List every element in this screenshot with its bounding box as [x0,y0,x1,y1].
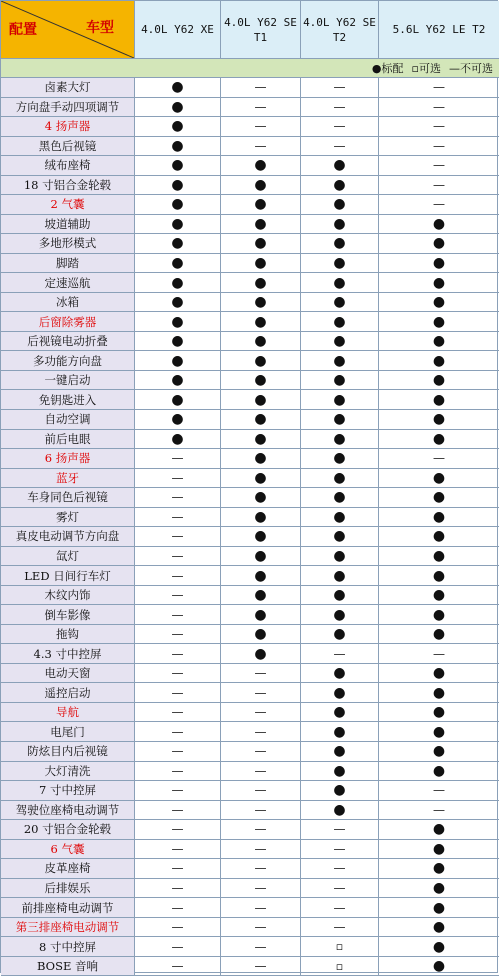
standard-mark: ● [221,547,301,566]
unavailable-mark: — [221,703,301,722]
table-row [1,117,499,137]
table-row [1,801,499,821]
standard-mark: ● [221,351,301,370]
feature-name: 前后电眼 [1,430,135,449]
unavailable-mark: — [135,859,221,878]
unavailable-mark: — [221,898,301,917]
unavailable-mark: — [221,664,301,683]
unavailable-mark: — [301,840,379,859]
unavailable-mark: — [135,742,221,761]
table-row [1,176,499,196]
standard-mark: ● [432,215,446,232]
standard-mark: ● [301,508,379,527]
legend-standard: ●标配 [371,62,404,75]
standard-mark: ● [432,547,446,564]
table-row [1,879,499,899]
standard-mark: ● [432,469,446,486]
standard-mark: ● [135,98,221,117]
standard-mark: ● [135,137,221,156]
feature-name: 前排座椅电动调节 [1,898,135,917]
unavailable-mark: — [221,762,301,781]
standard-mark: ● [432,587,446,604]
unavailable-mark: — [221,879,301,898]
table-row [1,820,499,840]
unavailable-mark: — [135,781,221,800]
feature-name: 第三排座椅电动调节 [1,918,135,937]
standard-mark: ● [432,255,446,272]
feature-name: 驾驶位座椅电动调节 [1,801,135,820]
standard-mark: ● [301,586,379,605]
table-row [1,469,499,489]
unavailable-mark: — [135,664,221,683]
unavailable-mark: — [221,742,301,761]
legend-optional: ▫可选 [411,62,441,75]
standard-mark: ● [301,781,379,800]
standard-mark: ● [432,704,446,721]
standard-mark: ● [221,625,301,644]
unavailable-mark: — [135,898,221,917]
table-row [1,937,499,957]
standard-mark: ● [301,273,379,292]
table-row [1,78,499,98]
feature-name: 自动空调 [1,410,135,429]
standard-mark: ● [221,410,301,429]
table-row [1,312,499,332]
unavailable-mark: — [301,898,379,917]
standard-mark: ● [221,527,301,546]
feature-name: 18 寸铝合金轮毂 [1,176,135,195]
standard-mark: ● [135,215,221,234]
standard-mark: ● [301,449,379,468]
unavailable-mark: — [433,80,445,95]
unavailable-mark: — [301,117,379,136]
feature-name: 导航 [1,703,135,722]
standard-mark: ● [432,899,446,916]
feature-name: 黑色后视镜 [1,137,135,156]
standard-mark: ● [432,430,446,447]
unavailable-mark: — [135,605,221,624]
feature-name: 7 寸中控屏 [1,781,135,800]
model-header-le-t2: 5.6L Y62 LE T2 [379,1,499,58]
table-row [1,898,499,918]
standard-mark: ● [221,644,301,663]
standard-mark: ● [432,528,446,545]
feature-name: 冰箱 [1,293,135,312]
feature-name: 定速巡航 [1,273,135,292]
standard-mark: ● [221,215,301,234]
standard-mark: ● [432,352,446,369]
feature-name: 遥控启动 [1,683,135,702]
standard-mark: ● [301,664,379,683]
standard-mark: ● [135,176,221,195]
table-row [1,527,499,547]
table-row [1,781,499,801]
table-row [1,508,499,528]
table-row [1,293,499,313]
unavailable-mark: — [135,527,221,546]
standard-mark: ● [301,547,379,566]
table-row [1,957,499,976]
table-row [1,547,499,567]
standard-mark: ● [135,371,221,390]
unavailable-mark: — [221,722,301,741]
standard-mark: ● [432,958,446,975]
corner-cell [1,1,135,58]
standard-mark: ● [221,254,301,273]
table-row [1,371,499,391]
standard-mark: ● [221,195,301,214]
standard-mark: ● [221,293,301,312]
table-row [1,762,499,782]
unavailable-mark: — [135,722,221,741]
standard-mark: ● [432,919,446,936]
standard-mark: ● [135,351,221,370]
table-row [1,410,499,430]
standard-mark: ● [432,489,446,506]
standard-mark: ● [301,722,379,741]
standard-mark: ● [301,254,379,273]
feature-name: 4.3 寸中控屏 [1,644,135,663]
standard-mark: ● [432,235,446,252]
table-row [1,664,499,684]
standard-mark: ● [301,762,379,781]
feature-name: 氙灯 [1,547,135,566]
unavailable-mark: — [433,802,445,817]
unavailable-mark: — [135,508,221,527]
feature-name: 皮革座椅 [1,859,135,878]
table-row [1,918,499,938]
table-row [1,586,499,606]
table-row [1,195,499,215]
table-row [1,566,499,586]
feature-name: 免钥匙进入 [1,390,135,409]
standard-mark: ● [301,469,379,488]
unavailable-mark: — [433,119,445,134]
standard-mark: ● [221,371,301,390]
unavailable-mark: — [433,138,445,153]
table-row [1,254,499,274]
table-row [1,742,499,762]
unavailable-mark: — [301,78,379,97]
unavailable-mark: — [135,879,221,898]
unavailable-mark: — [221,859,301,878]
unavailable-mark: — [221,137,301,156]
table-row [1,273,499,293]
unavailable-mark: — [433,197,445,212]
standard-mark: ● [221,566,301,585]
feature-name: 蓝牙 [1,469,135,488]
standard-mark: ● [432,372,446,389]
standard-mark: ● [301,351,379,370]
table-row [1,722,499,742]
standard-mark: ● [301,683,379,702]
standard-mark: ● [432,508,446,525]
feature-name: 方向盘手动四项调节 [1,98,135,117]
standard-mark: ● [432,684,446,701]
unavailable-mark: — [135,547,221,566]
unavailable-mark: — [301,644,379,663]
table-row [1,98,499,118]
standard-mark: ● [135,332,221,351]
unavailable-mark: — [301,859,379,878]
feature-name: 电动天窗 [1,664,135,683]
feature-name: 大灯清洗 [1,762,135,781]
unavailable-mark: — [301,879,379,898]
table-row [1,625,499,645]
standard-mark: ● [301,605,379,624]
table-row [1,137,499,157]
standard-mark: ● [432,840,446,857]
feature-name: 防炫目内后视镜 [1,742,135,761]
optional-mark: ▫ [301,957,379,976]
standard-mark: ● [221,176,301,195]
unavailable-mark: — [221,918,301,937]
table-row [1,840,499,860]
unavailable-mark: — [301,98,379,117]
feature-name: 雾灯 [1,508,135,527]
table-row [1,703,499,723]
model-header-se-t1: 4.0L Y62 SE T1 [221,1,301,58]
unavailable-mark: — [135,703,221,722]
unavailable-mark: — [221,840,301,859]
unavailable-mark: — [135,918,221,937]
feature-name: 后排娱乐 [1,879,135,898]
feature-name: 坡道辅助 [1,215,135,234]
feature-name: BOSE 音响 [1,957,135,976]
feature-name: 后窗除雾器 [1,312,135,331]
standard-mark: ● [221,332,301,351]
standard-mark: ● [301,625,379,644]
standard-mark: ● [135,156,221,175]
feature-name: 多功能方向盘 [1,351,135,370]
standard-mark: ● [221,586,301,605]
table-row [1,156,499,176]
feature-name: 电尾门 [1,722,135,741]
standard-mark: ● [301,293,379,312]
standard-mark: ● [301,488,379,507]
standard-mark: ● [432,879,446,896]
unavailable-mark: — [433,158,445,173]
standard-mark: ● [135,117,221,136]
standard-mark: ● [221,430,301,449]
standard-mark: ● [301,410,379,429]
feature-name: 卤素大灯 [1,78,135,97]
feature-name: 4 扬声器 [1,117,135,136]
standard-mark: ● [301,195,379,214]
model-header-xe: 4.0L Y62 XE [135,1,221,58]
unavailable-mark: — [221,957,301,976]
unavailable-mark: — [433,646,445,661]
table-row [1,449,499,469]
standard-mark: ● [432,313,446,330]
standard-mark: ● [135,390,221,409]
standard-mark: ● [301,430,379,449]
feature-name: 后视镜电动折叠 [1,332,135,351]
unavailable-mark: — [135,449,221,468]
feature-name: 8 寸中控屏 [1,937,135,956]
standard-mark: ● [135,78,221,97]
standard-mark: ● [301,332,379,351]
standard-mark: ● [135,254,221,273]
table-row [1,390,499,410]
feature-name: LED 日间行车灯 [1,566,135,585]
standard-mark: ● [432,274,446,291]
standard-mark: ● [135,410,221,429]
feature-name: 脚踏 [1,254,135,273]
feature-name: 多地形模式 [1,234,135,253]
standard-mark: ● [301,566,379,585]
standard-mark: ● [301,312,379,331]
standard-mark: ● [432,294,446,311]
unavailable-mark: — [221,683,301,702]
standard-mark: ● [221,449,301,468]
table-row [1,683,499,703]
unavailable-mark: — [135,488,221,507]
optional-mark: ▫ [301,937,379,956]
standard-mark: ● [221,273,301,292]
standard-mark: ● [135,312,221,331]
legend-row [1,59,499,78]
corner-label-config: 配置 [9,22,37,38]
standard-mark: ● [221,312,301,331]
unavailable-mark: — [135,762,221,781]
standard-mark: ● [432,606,446,623]
standard-mark: ● [301,156,379,175]
standard-mark: ● [432,723,446,740]
unavailable-mark: — [135,644,221,663]
unavailable-mark: — [135,683,221,702]
standard-mark: ● [432,743,446,760]
feature-name: 2 气囊 [1,195,135,214]
standard-mark: ● [432,567,446,584]
standard-mark: ● [432,333,446,350]
unavailable-mark: — [221,937,301,956]
table-row [1,215,499,235]
standard-mark: ● [301,703,379,722]
standard-mark: ● [301,234,379,253]
table-row [1,332,499,352]
standard-mark: ● [301,371,379,390]
standard-mark: ● [432,665,446,682]
legend-unavailable: —不可选 [449,62,493,75]
unavailable-mark: — [301,137,379,156]
unavailable-mark: — [433,451,445,466]
unavailable-mark: — [301,820,379,839]
unavailable-mark: — [221,820,301,839]
unavailable-mark: — [433,177,445,192]
table-row [1,605,499,625]
standard-mark: ● [432,391,446,408]
standard-mark: ● [301,742,379,761]
table-row [1,351,499,371]
unavailable-mark: — [135,840,221,859]
standard-mark: ● [432,626,446,643]
standard-mark: ● [432,762,446,779]
table-row [1,644,499,664]
unavailable-mark: — [221,801,301,820]
standard-mark: ● [301,801,379,820]
standard-mark: ● [221,508,301,527]
unavailable-mark: — [221,781,301,800]
unavailable-mark: — [135,820,221,839]
feature-name: 20 寸铝合金轮毂 [1,820,135,839]
feature-name: 绒布座椅 [1,156,135,175]
standard-mark: ● [221,605,301,624]
standard-mark: ● [432,821,446,838]
standard-mark: ● [301,390,379,409]
unavailable-mark: — [135,937,221,956]
standard-mark: ● [221,156,301,175]
standard-mark: ● [135,293,221,312]
table-header-row [1,1,499,59]
standard-mark: ● [135,195,221,214]
standard-mark: ● [221,488,301,507]
unavailable-mark: — [301,918,379,937]
standard-mark: ● [301,527,379,546]
model-header-se-t2: 4.0L Y62 SE T2 [301,1,379,58]
unavailable-mark: — [135,469,221,488]
table-row [1,430,499,450]
standard-mark: ● [432,938,446,955]
feature-name: 一键启动 [1,371,135,390]
feature-name: 车身同色后视镜 [1,488,135,507]
feature-name: 木纹内饰 [1,586,135,605]
feature-name: 倒车影像 [1,605,135,624]
unavailable-mark: — [135,586,221,605]
unavailable-mark: — [135,625,221,644]
table-row [1,859,499,879]
unavailable-mark: — [135,566,221,585]
standard-mark: ● [221,234,301,253]
standard-mark: ● [135,430,221,449]
feature-name: 拖钩 [1,625,135,644]
standard-mark: ● [135,273,221,292]
unavailable-mark: — [433,783,445,798]
standard-mark: ● [432,860,446,877]
standard-mark: ● [301,176,379,195]
feature-name: 真皮电动调节方向盘 [1,527,135,546]
feature-name: 6 气囊 [1,840,135,859]
standard-mark: ● [432,411,446,428]
standard-mark: ● [301,215,379,234]
standard-mark: ● [135,234,221,253]
corner-label-model: 车型 [86,20,114,36]
table-row [1,488,499,508]
unavailable-mark: — [221,78,301,97]
unavailable-mark: — [135,801,221,820]
unavailable-mark: — [433,99,445,114]
standard-mark: ● [221,469,301,488]
feature-name: 6 扬声器 [1,449,135,468]
unavailable-mark: — [135,957,221,976]
unavailable-mark: — [221,117,301,136]
unavailable-mark: — [221,98,301,117]
standard-mark: ● [221,390,301,409]
table-row [1,234,499,254]
